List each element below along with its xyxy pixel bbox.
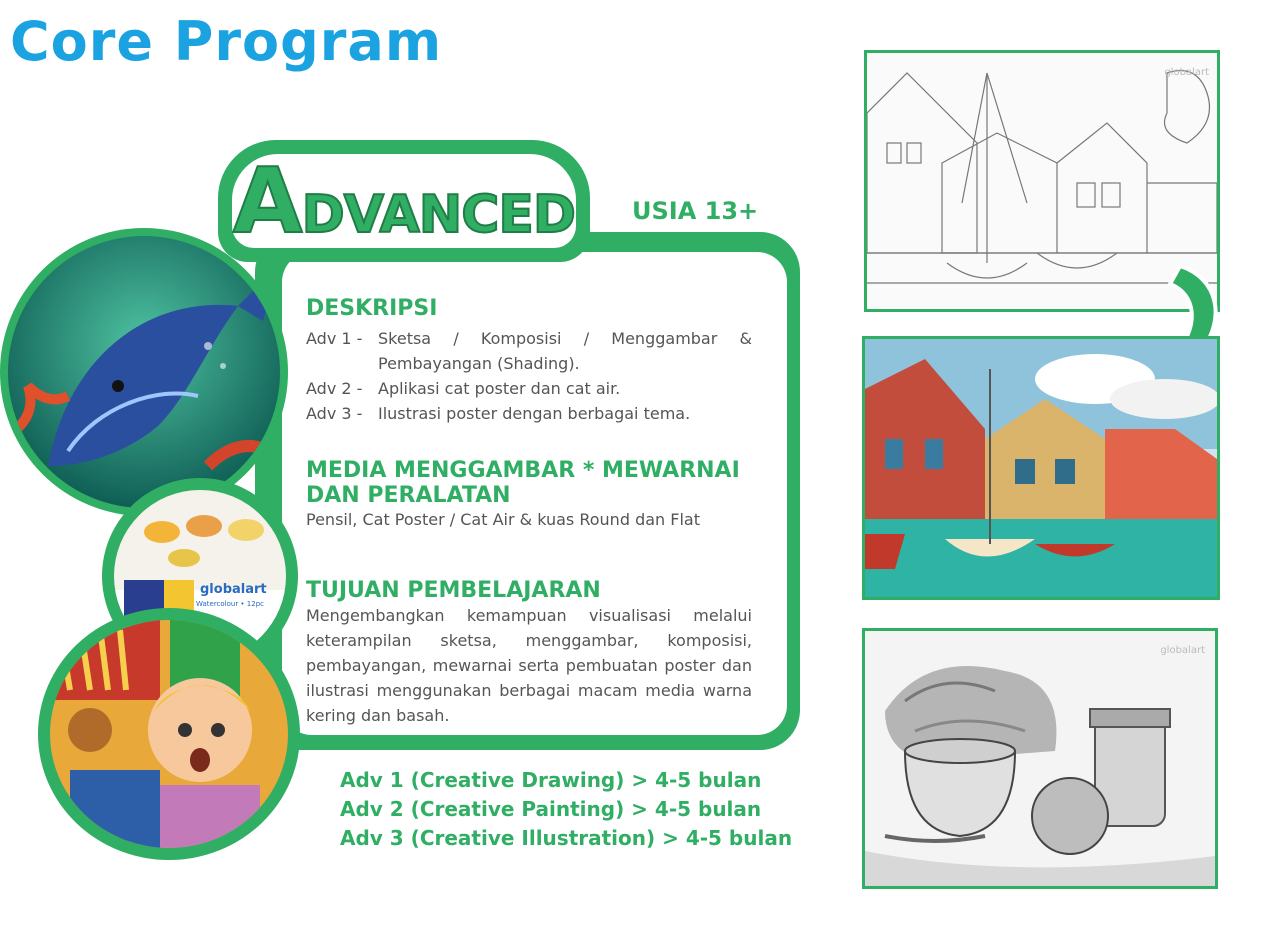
- badge-first-letter: A: [232, 148, 302, 254]
- dolphin-illustration: [8, 236, 280, 508]
- paint-set-brand: globalart: [200, 582, 267, 597]
- description-item: [306, 376, 752, 401]
- duration-item: Adv 1 (Creative Drawing) > 4-5 bulan: [340, 768, 762, 792]
- artwork-watermark: globalart: [1164, 67, 1209, 78]
- description-list: [306, 326, 752, 426]
- goal-heading: TUJUAN PEMBELAJARAN: [306, 578, 601, 603]
- description-item-tag: Adv 1 -: [306, 329, 363, 348]
- description-item-text: Sketsa / Komposisi / Menggambar & Pembayangan (Shading).: [378, 329, 752, 373]
- artwork-watermark: globalart: [1160, 645, 1205, 656]
- dolphin-illustration-frame: [0, 228, 288, 516]
- kid-illustration-frame: [38, 608, 300, 860]
- age-label: USIA 13+: [632, 197, 759, 225]
- kid-illustration: [50, 620, 288, 848]
- badge-rest: DVANCED: [301, 184, 576, 245]
- paint-set-label: Watercolour • 12pc: [196, 600, 264, 608]
- duration-item: Adv 2 (Creative Painting) > 4-5 bulan: [340, 797, 762, 821]
- description-item: [306, 401, 752, 426]
- media-text: Pensil, Cat Poster / Cat Air & kuas Round dan Flat: [306, 510, 700, 529]
- description-item: [306, 326, 752, 376]
- duration-list: [340, 766, 792, 853]
- description-item-tag: Adv 2 -: [306, 379, 363, 398]
- pencil-shading-artwork: [862, 628, 1218, 889]
- goal-text: Mengembangkan kemampuan visualisasi melalui keterampilan sketsa, menggambar, komposisi, pembayangan, mewarnai serta pembuatan poster dan ilustrasi menggunakan berbagai macam media warna kering dan basah.: [306, 606, 752, 725]
- advanced-badge-text: [233, 149, 575, 254]
- duration-item: Adv 3 (Creative Illustration) > 4-5 bulan: [340, 826, 793, 850]
- page-title: Core Program: [10, 10, 443, 73]
- description-item-text: Aplikasi cat poster dan cat air.: [378, 379, 621, 398]
- media-heading: MEDIA MENGGAMBAR * MEWARNAI DAN PERALATAN: [306, 458, 740, 508]
- description-item-text: Ilustrasi poster dengan berbagai tema.: [378, 404, 691, 423]
- painted-artwork: [862, 336, 1220, 600]
- advanced-badge: [232, 148, 576, 254]
- description-heading: DESKRIPSI: [306, 296, 438, 321]
- description-item-tag: Adv 3 -: [306, 404, 363, 423]
